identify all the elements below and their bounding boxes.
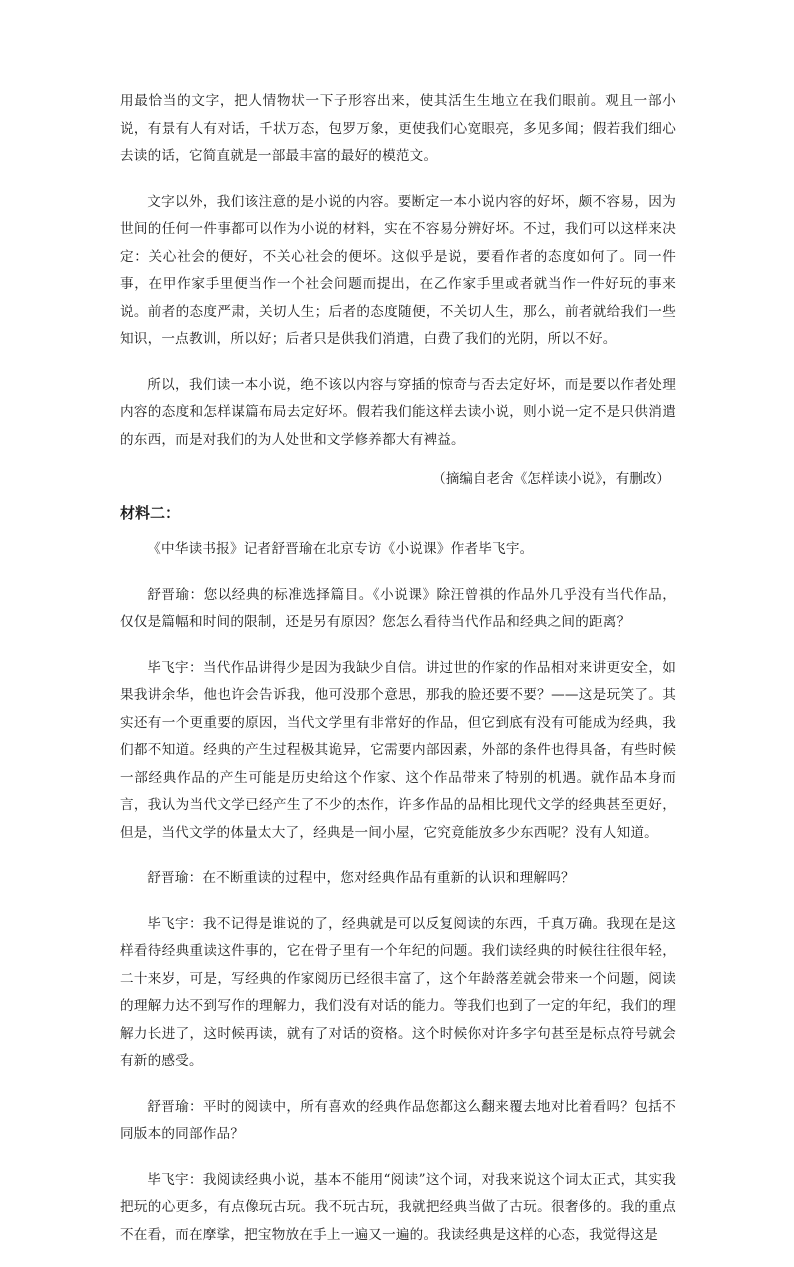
material-two-paragraph-5: 毕飞宇：我不记得是谁说的了，经典就是可以反复阅读的东西，千真万确。我现在是这样看待经典重读这件事的，它在骨子里有一个年纪的问题。我们读经典的时候往往很年轻，二十来岁，可是，写经典的作家阅历已经很丰富了，这个年龄落差就会带来一个问题，阅读的理解力达不到写作的理解力，我们没有对话的能力。等我们也到了一定的年纪，我们的理解力长进了，这时候再读，就有了对话的资格。这个时候你对许多字句甚至是标点符号就会有新的感受。 — [120, 915, 676, 1069]
material-two-paragraph-3: 毕飞宇：当代作品讲得少是因为我缺少自信。讲过世的作家的作品相对来讲更安全，如果我讲余华，他也许会告诉我，他可没那个意思，那我的脸还要不要？——这是玩笑了。其实还有一个更重要的原因，当代文学里有非常好的作品，但它到底有没有可能成为经典，我们都不知道。经典的产生过程极其诡异，它需要内部因素，外部的条件也得具备，有些时候一部经典作品的产生可能是历史给这个作家、这个作品带来了特别的机遇。就作品本身而言，我认为当代文学已经产生了不少的杰作，许多作品的品相比现代文学的经典甚至更好，但是，当代文学的体量太大了，经典是一间小屋，它究竟能放多少东西呢？没有人知道。 — [120, 659, 676, 841]
material-two-paragraph-1: 《中华读书报》记者舒晋瑜在北京专访《小说课》作者毕飞宇。 — [147, 541, 534, 557]
material-two-paragraph-4: 舒晋瑜：在不断重读的过程中，您对经典作品有重新的认识和理解吗？ — [147, 870, 575, 886]
material-two-paragraph-2: 舒晋瑜：您以经典的标准选择篇目。《小说课》除汪曾祺的作品外几乎没有当代作品，仅仅是篇幅和时间的限制，还是另有原因？您怎么看待当代作品和经典之间的距离？ — [120, 586, 676, 630]
material-one-paragraph-2: 文字以外，我们该注意的是小说的内容。要断定一本小说内容的好坏，颇不容易，因为世间的任何一件事都可以作为小说的材料，实在不容易分辨好坏。不过，我们可以这样来决定：关心社会的便好，不关心社会的便坏。这似乎是说，要看作者的态度如何了。同一件事，在甲作家手里便当作一个社会问题而提出，在乙作家手里或者就当作一件好玩的事来说。前者的态度严肃，关切人生；后者的态度随便，不关切人生，那么，前者就给我们一些知识，一点教训，所以好；后者只是供我们消遣，白费了我们的光阴，所以不好。 — [120, 193, 676, 347]
material-one-paragraph-1: 用最恰当的文字，把人情物状一下子形容出来，使其活生生地立在我们眼前。观且一部小说，有景有人有对话，千状万态，包罗万象，更使我们心宽眼亮，多见多闻；假若我们细心去读的话，它简直就是一部最丰富的最好的模范文。 — [120, 93, 676, 164]
document-body — [120, 88, 676, 1267]
material-two-heading: 材料二： — [120, 504, 181, 522]
material-two-paragraph-7: 毕飞宇：我阅读经典小说，基本不能用“阅读”这个词，对我来说这个词太正式，其实我把玩的心更多，有点像玩古玩。我不玩古玩，我就把经典当做了古玩。很奢侈的。我的重点不在看，而在摩挲，把宝物放在手上一遍又一遍的。我读经典是这样的心态，我觉得这是 — [120, 1171, 676, 1243]
material-one-source-citation: （摘编自老舍《怎样读小说》，有删改） — [432, 471, 670, 487]
material-one-paragraph-3: 所以，我们读一本小说，绝不该以内容与穿插的惊奇与否去定好坏，而是要以作者处理内容的态度和怎样谋篇布局去定好坏。假若我们能这样去读小说，则小说一定不是只供消遣的东西，而是对我们的为人处世和文学修养都大有裨益。 — [120, 376, 676, 448]
material-two-paragraph-6: 舒晋瑜：平时的阅读中，所有喜欢的经典作品您都这么翻来覆去地对比着看吗？包括不同版本的同部作品？ — [120, 1098, 676, 1142]
